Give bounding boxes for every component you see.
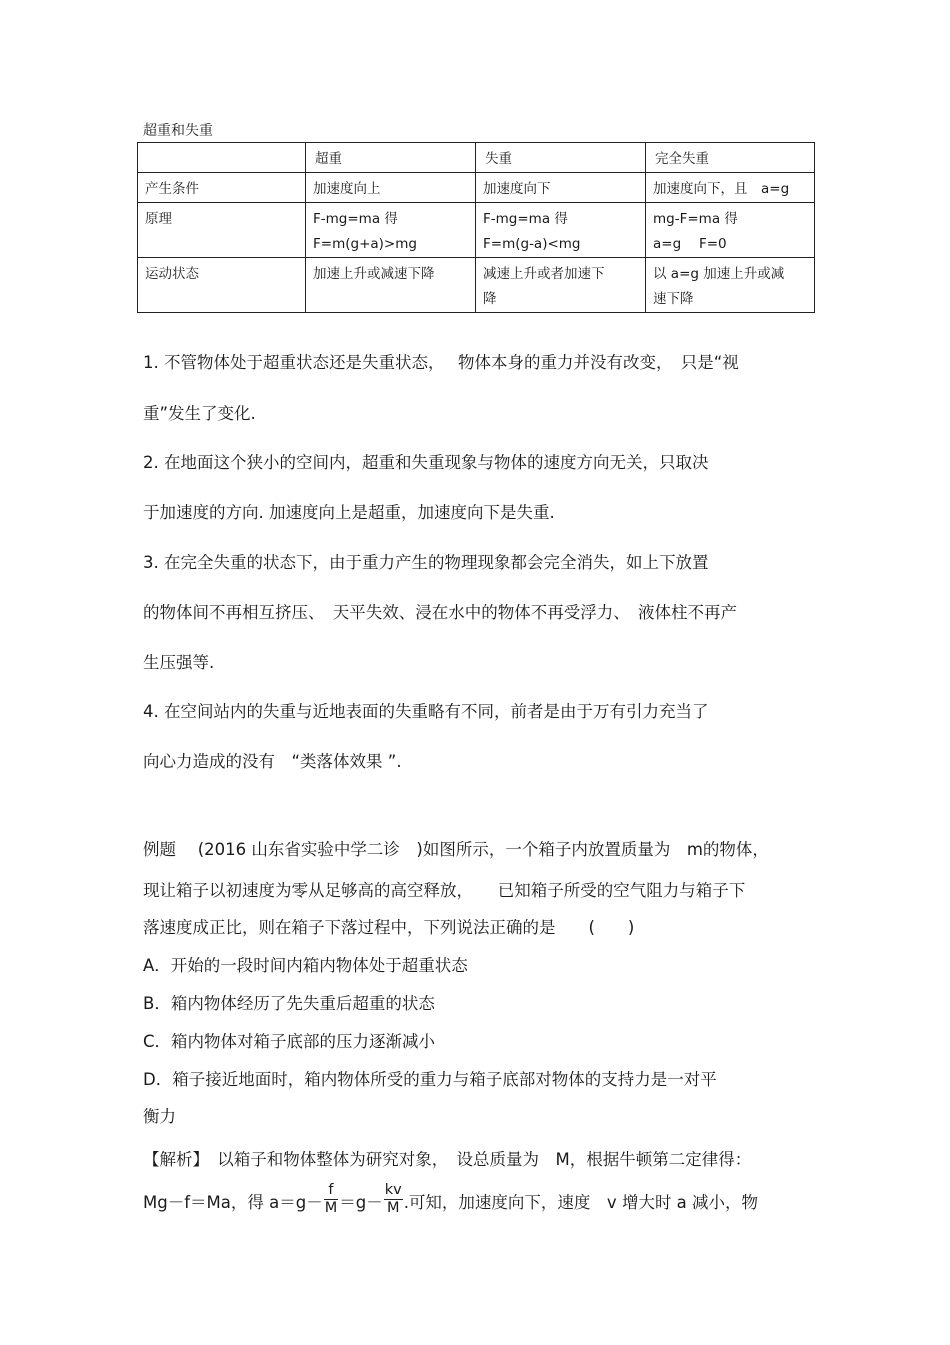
row-label: 原理 [138, 203, 306, 258]
table-cell [646, 173, 815, 203]
note-line: 2. 在地面这个狭小的空间内，超重和失重现象与物体的速度方向无关，只取决 [143, 453, 709, 472]
analysis-line: 【解析】 以箱子和物体整体为研究对象， 设总质量为 M，根据牛顿第二定律得： [143, 1150, 752, 1169]
cell-line: 减速上升或者加速下 [483, 266, 605, 282]
fraction-kv-over-m [384, 1182, 403, 1217]
equation-mid: ＝g－ [339, 1193, 383, 1212]
table-row-principle [138, 203, 815, 258]
table-cell [306, 203, 476, 258]
cell-line: 降 [483, 291, 497, 307]
equation-end: .可知，加速度向下，速度 v 增大时 a 减小，物 [403, 1193, 759, 1212]
cell-line: F=m(g+a)>mg [313, 236, 417, 252]
example-line: 现让箱子以初速度为零从足够高的高空释放， 已知箱子所受的空气阻力与箱子下 [143, 881, 746, 900]
header-cell-empty [138, 143, 306, 173]
note-line: 4. 在空间站内的失重与近地表面的失重略有不同，前者是由于万有引力充当了 [143, 702, 709, 721]
note-line: 的物体间不再相互挤压、 天平失效、浸在水中的物体不再受浮力、 液体柱不再产 [143, 603, 737, 622]
header-cell-overweight: 超重 [306, 143, 476, 173]
option-d-continued: 衡力 [143, 1107, 176, 1126]
option-c: C．箱内物体对箱子底部的压力逐渐减小 [143, 1032, 436, 1051]
fraction-denominator: M [386, 1200, 400, 1216]
row-label: 产生条件 [138, 173, 306, 203]
weight-table [137, 142, 815, 313]
header-cell-complete-weightless: 完全失重 [646, 143, 815, 173]
cell-line: 加速度向下，且 a=g [653, 181, 790, 197]
option-d: D．箱子接近地面时，箱内物体所受的重力与箱子底部对物体的支持力是一对平 [143, 1070, 717, 1089]
header-cell-weightless: 失重 [476, 143, 646, 173]
fraction-numerator: f [324, 1182, 339, 1200]
note-line: 于加速度的方向. 加速度向上是超重，加速度向下是失重. [143, 503, 555, 522]
cell-line: F-mg=ma 得 [313, 211, 398, 227]
table-title: 超重和失重 [143, 123, 213, 139]
option-a: A．开始的一段时间内箱内物体处于超重状态 [143, 956, 468, 975]
cell-line: F=m(g-a)<mg [483, 236, 581, 252]
example-line: 例题 (2016 山东省实验中学二诊 )如图所示，一个箱子内放置质量为 m的物体， [143, 840, 769, 859]
cell-line: 以 a=g 加速上升或减 [653, 266, 785, 282]
fraction-f-over-m [324, 1182, 339, 1217]
note-line: 1. 不管物体处于超重状态还是失重状态， 物体本身的重力并没有改变， 只是“视 [143, 353, 739, 372]
fraction-numerator: kv [384, 1182, 402, 1198]
row-label: 运动状态 [138, 258, 306, 313]
example-line: 落速度成正比，则在箱子下落过程中，下列说法正确的是 ( ) [143, 918, 635, 937]
table-cell [646, 258, 815, 313]
fraction-denominator: M [324, 1200, 338, 1216]
cell-line: 加速度向下 [483, 181, 551, 197]
note-line: 重”发生了变化. [143, 404, 256, 423]
table-row-motion [138, 258, 815, 313]
equation-start: Mg－f＝Ma，得 a＝g－ [143, 1193, 323, 1212]
table-cell [476, 203, 646, 258]
table-cell [306, 173, 476, 203]
cell-line: 加速上升或减速下降 [313, 266, 435, 282]
table-cell [476, 258, 646, 313]
cell-line: 速下降 [653, 291, 694, 307]
table-cell [306, 258, 476, 313]
note-line: 3. 在完全失重的状态下，由于重力产生的物理现象都会完全消失，如上下放置 [143, 553, 709, 572]
note-line: 生压强等. [143, 653, 215, 672]
cell-line: 加速度向上 [313, 181, 381, 197]
table-row-condition [138, 173, 815, 203]
table-cell [476, 173, 646, 203]
cell-line: mg-F=ma 得 [653, 211, 738, 227]
table-header-row [138, 143, 815, 173]
equation-line [143, 1182, 759, 1221]
note-line: 向心力造成的没有 “类落体效果 ”. [143, 752, 402, 771]
cell-line: F-mg=ma 得 [483, 211, 568, 227]
cell-line: a=g F=0 [653, 236, 727, 252]
option-b: B．箱内物体经历了先失重后超重的状态 [143, 994, 435, 1013]
table-cell [646, 203, 815, 258]
